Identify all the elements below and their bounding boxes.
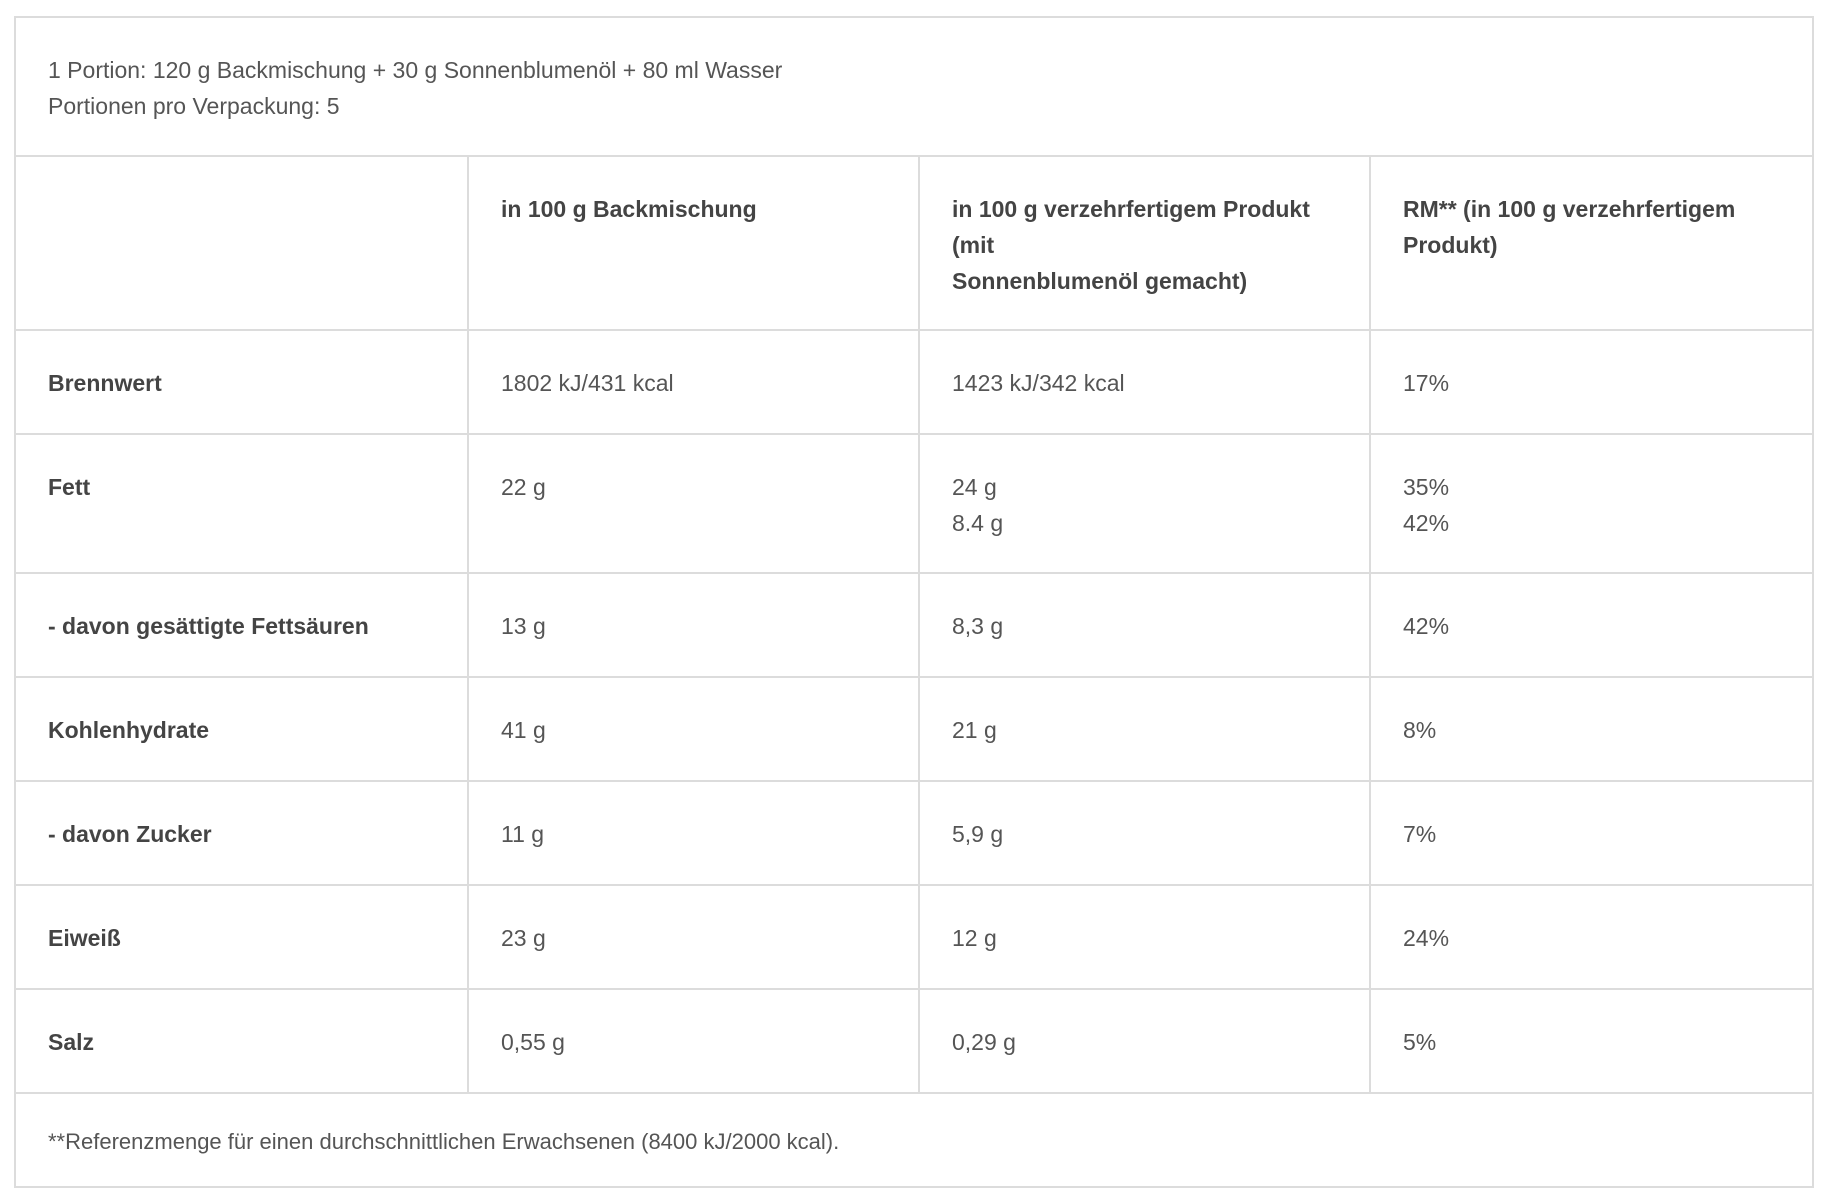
value-ready [919, 330, 1370, 434]
value-line: 8% [1403, 717, 1437, 743]
row-label: Brennwert [16, 330, 468, 434]
header-rm-line: RM** (in 100 g verzehrfertigem [1403, 196, 1736, 222]
nutrition-facts-table [14, 16, 1814, 1188]
value-mix: 13 g [468, 573, 919, 677]
value-rm [1370, 781, 1812, 885]
row-label: Kohlenhydrate [16, 677, 468, 781]
value-ready [919, 434, 1370, 573]
value-line: 5% [1403, 1029, 1437, 1055]
value-rm [1370, 573, 1812, 677]
portion-description: 1 Portion: 120 g Backmischung + 30 g Sonnenblumenöl + 80 ml Wasser [48, 57, 783, 83]
header-ready-line: Sonnenblumenöl gemacht) [952, 268, 1248, 294]
value-line: 0,29 g [952, 1029, 1016, 1055]
value-line: 7% [1403, 821, 1437, 847]
value-ready [919, 989, 1370, 1093]
header-ready-line: (mit [952, 232, 995, 258]
value-line: 42% [1403, 613, 1450, 639]
row-label: Salz [16, 989, 468, 1093]
value-line: 12 g [952, 925, 997, 951]
nutrition-grid [16, 157, 1812, 1094]
value-line: 24% [1403, 925, 1450, 951]
row-label: Eiweiß [16, 885, 468, 989]
value-rm [1370, 677, 1812, 781]
table-row-salz [16, 989, 1812, 1093]
value-mix: 11 g [468, 781, 919, 885]
value-line: 8,3 g [952, 613, 1004, 639]
value-line: 5,9 g [952, 821, 1004, 847]
header-row [16, 157, 1812, 330]
header-rm-line: Produkt) [1403, 232, 1498, 258]
table-row-gesaettigte-fettsaeuren [16, 573, 1812, 677]
reference-footnote: **Referenzmenge für einen durchschnittlichen Erwachsenen (8400 kJ/2000 kcal). [48, 1129, 840, 1154]
table-row-brennwert [16, 330, 1812, 434]
value-line: 8.4 g [952, 510, 1004, 536]
portions-per-pack: Portionen pro Verpackung: 5 [48, 93, 340, 119]
value-rm [1370, 330, 1812, 434]
value-line: 42% [1403, 510, 1450, 536]
value-ready [919, 573, 1370, 677]
header-ready-line: in 100 g verzehrfertigem Produkt [952, 196, 1310, 222]
row-label: - davon Zucker [16, 781, 468, 885]
value-mix: 23 g [468, 885, 919, 989]
value-line: 21 g [952, 717, 997, 743]
table-row-zucker [16, 781, 1812, 885]
value-mix: 0,55 g [468, 989, 919, 1093]
value-line: 1423 kJ/342 kcal [952, 370, 1125, 396]
value-line: 35% [1403, 474, 1450, 500]
value-rm [1370, 434, 1812, 573]
row-label: - davon gesättigte Fettsäuren [16, 573, 468, 677]
portion-info [16, 18, 1812, 157]
value-rm [1370, 885, 1812, 989]
value-ready [919, 885, 1370, 989]
value-line: 24 g [952, 474, 997, 500]
table-row-kohlenhydrate [16, 677, 1812, 781]
header-per-100g-mix: in 100 g Backmischung [468, 157, 919, 330]
value-ready [919, 677, 1370, 781]
header-empty [16, 157, 468, 330]
row-label: Fett [16, 434, 468, 573]
value-rm [1370, 989, 1812, 1093]
table-row-fett [16, 434, 1812, 573]
value-line: 17% [1403, 370, 1450, 396]
header-reference-intake [1370, 157, 1812, 330]
header-per-100g-ready [919, 157, 1370, 330]
value-ready [919, 781, 1370, 885]
value-mix: 1802 kJ/431 kcal [468, 330, 919, 434]
value-mix: 22 g [468, 434, 919, 573]
value-mix: 41 g [468, 677, 919, 781]
table-row-eiweiss [16, 885, 1812, 989]
